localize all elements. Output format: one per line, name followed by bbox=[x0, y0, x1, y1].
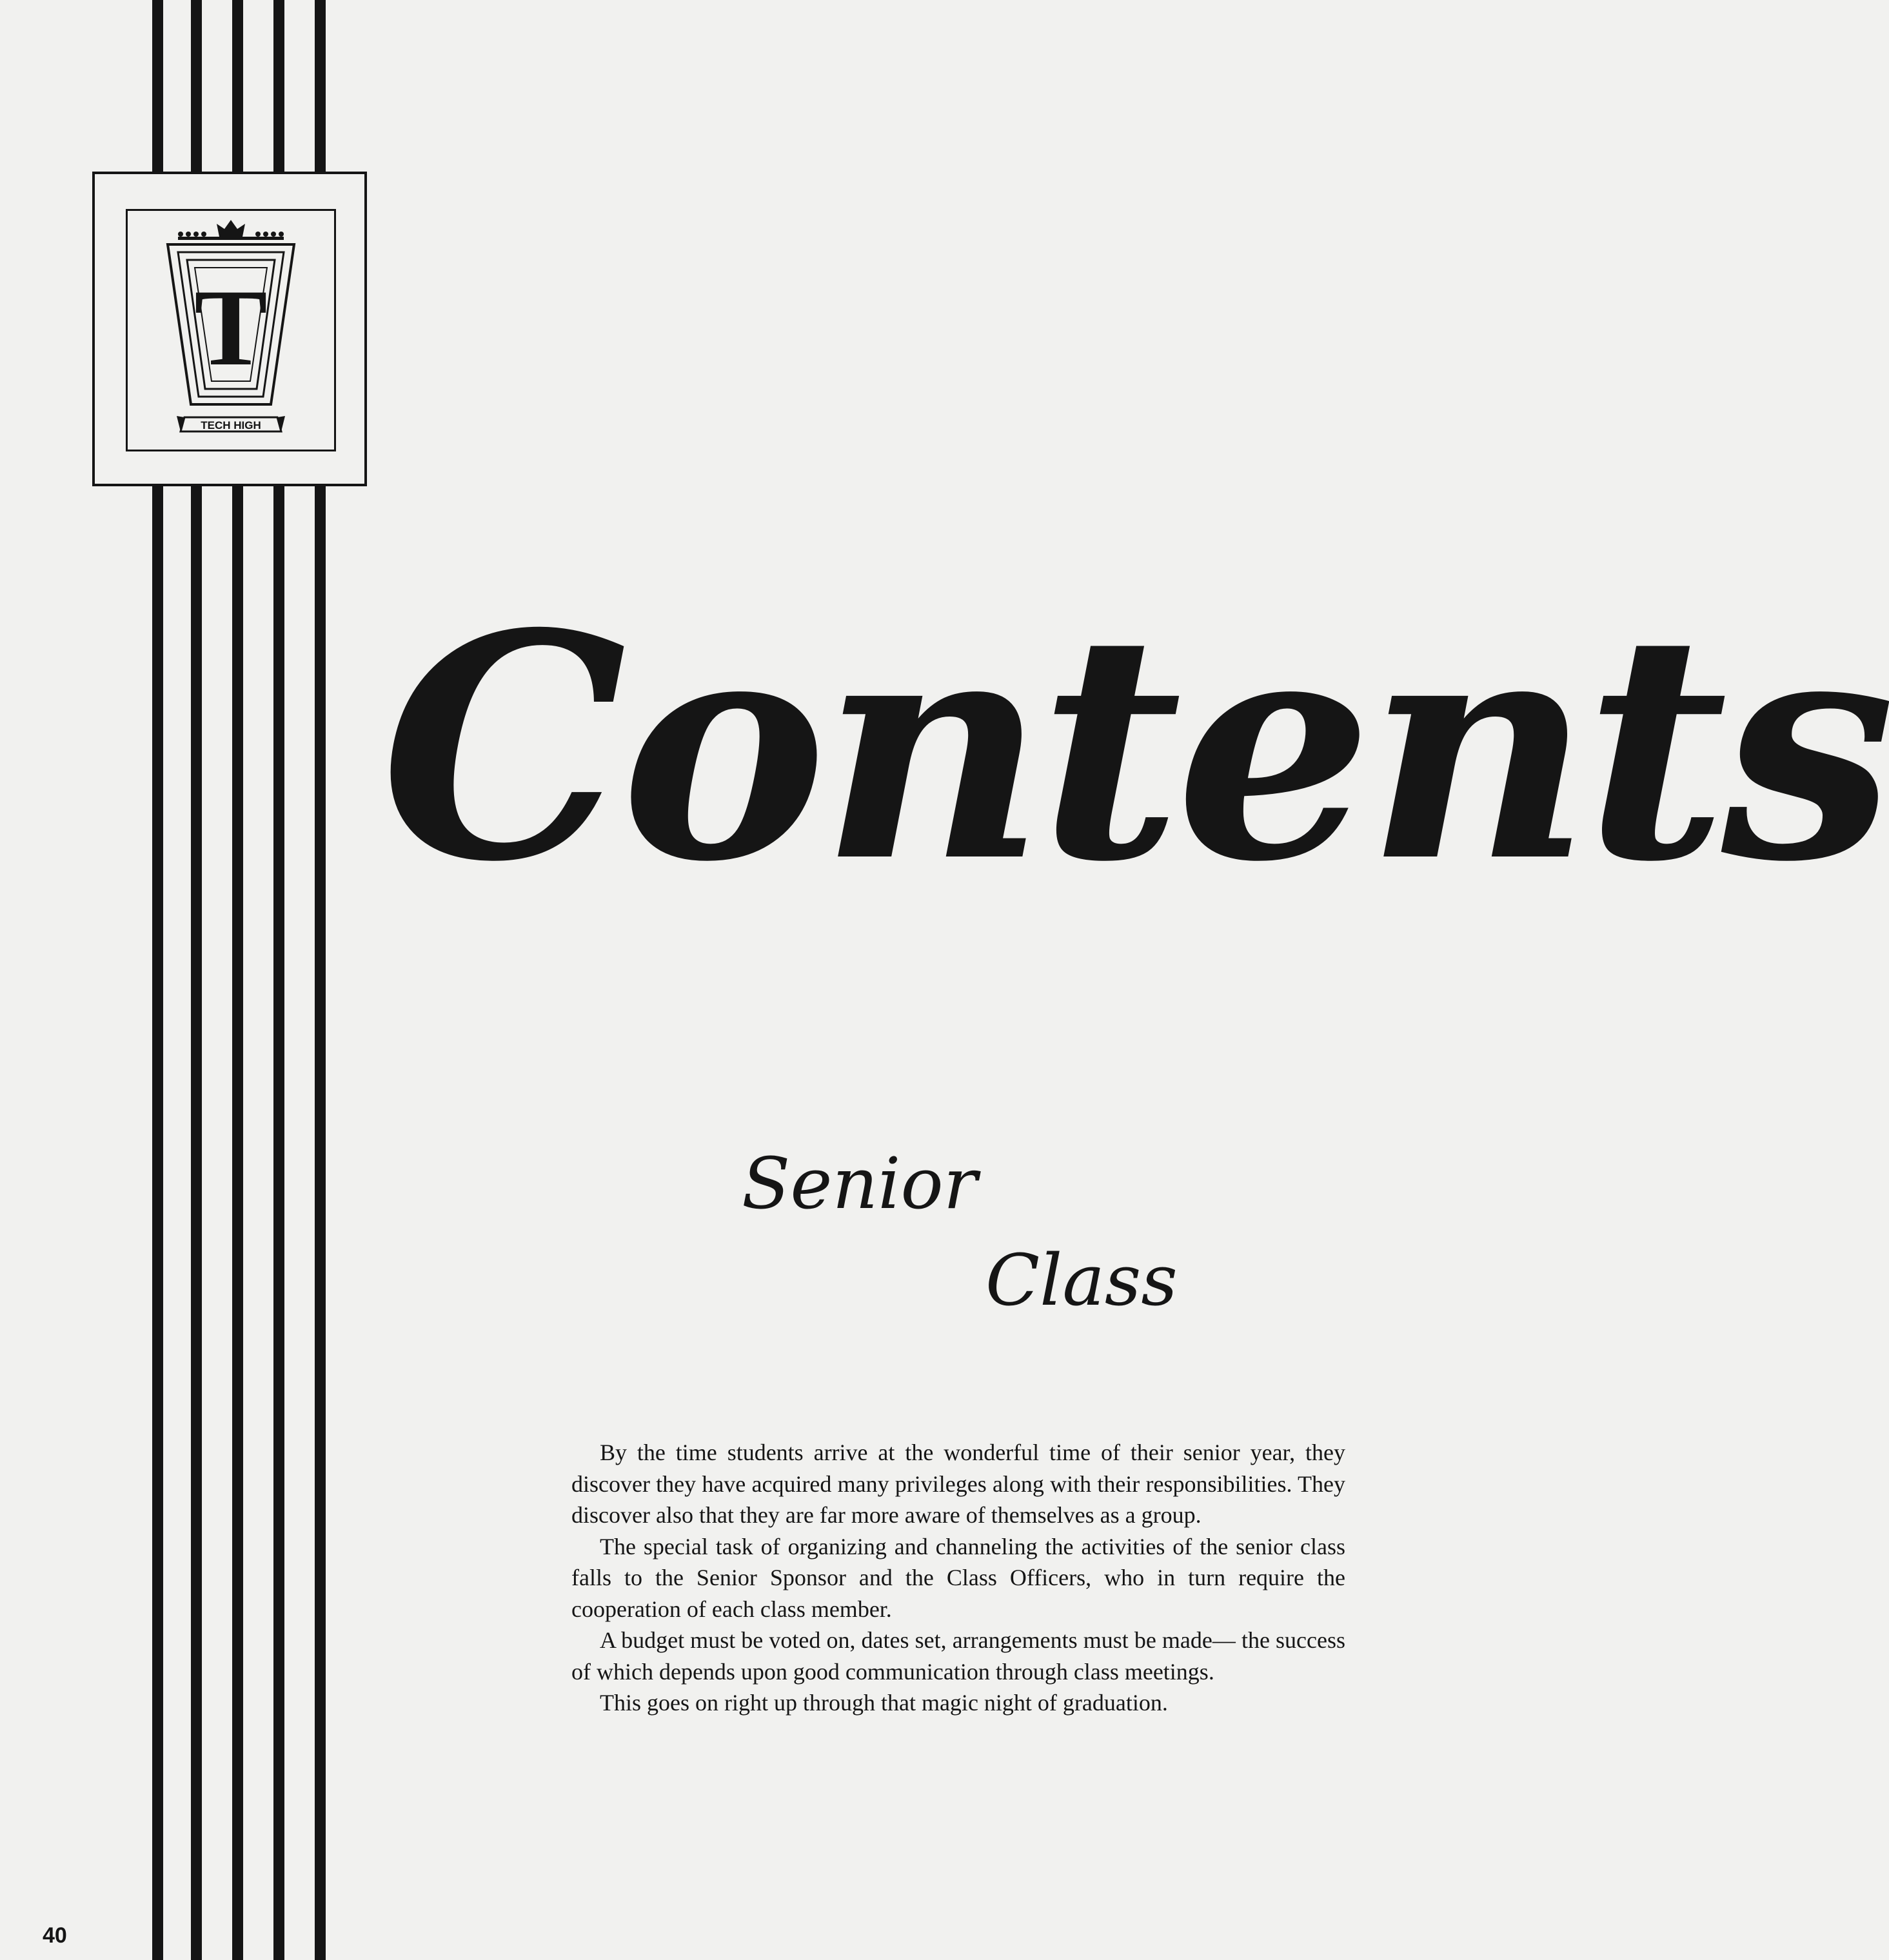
crest-banner-text: TECH HIGH bbox=[201, 419, 261, 431]
page-number: 40 bbox=[43, 1923, 67, 1948]
crown-icon bbox=[178, 220, 284, 240]
section-subtitle-line1: Senior bbox=[742, 1142, 978, 1225]
crest-frame bbox=[126, 209, 336, 451]
page-title: Contents bbox=[381, 566, 1889, 930]
paragraph: The special task of organizing and channeling the activities of the senior class falls to the Senior Sponsor and the Class Officers, who in turn require the cooperation of each class member. bbox=[571, 1533, 1345, 1622]
intro-text bbox=[571, 1437, 1345, 1719]
paragraph: A budget must be voted on, dates set, arrangements must be made— the success of which depends upon good communication through class meetings. bbox=[571, 1627, 1345, 1685]
section-subtitle-line2: Class bbox=[985, 1239, 1178, 1322]
school-crest bbox=[92, 172, 367, 486]
paragraph: By the time students arrive at the wonderful time of their senior year, they discover they have acquired many privileges along with their responsibilities. They discover also that they are far more aware of themselves as a group. bbox=[571, 1440, 1345, 1528]
crest-letter: T bbox=[194, 267, 268, 388]
crest-emblem-icon bbox=[128, 211, 334, 450]
paragraph: This goes on right up through that magic night of graduation. bbox=[600, 1690, 1168, 1716]
